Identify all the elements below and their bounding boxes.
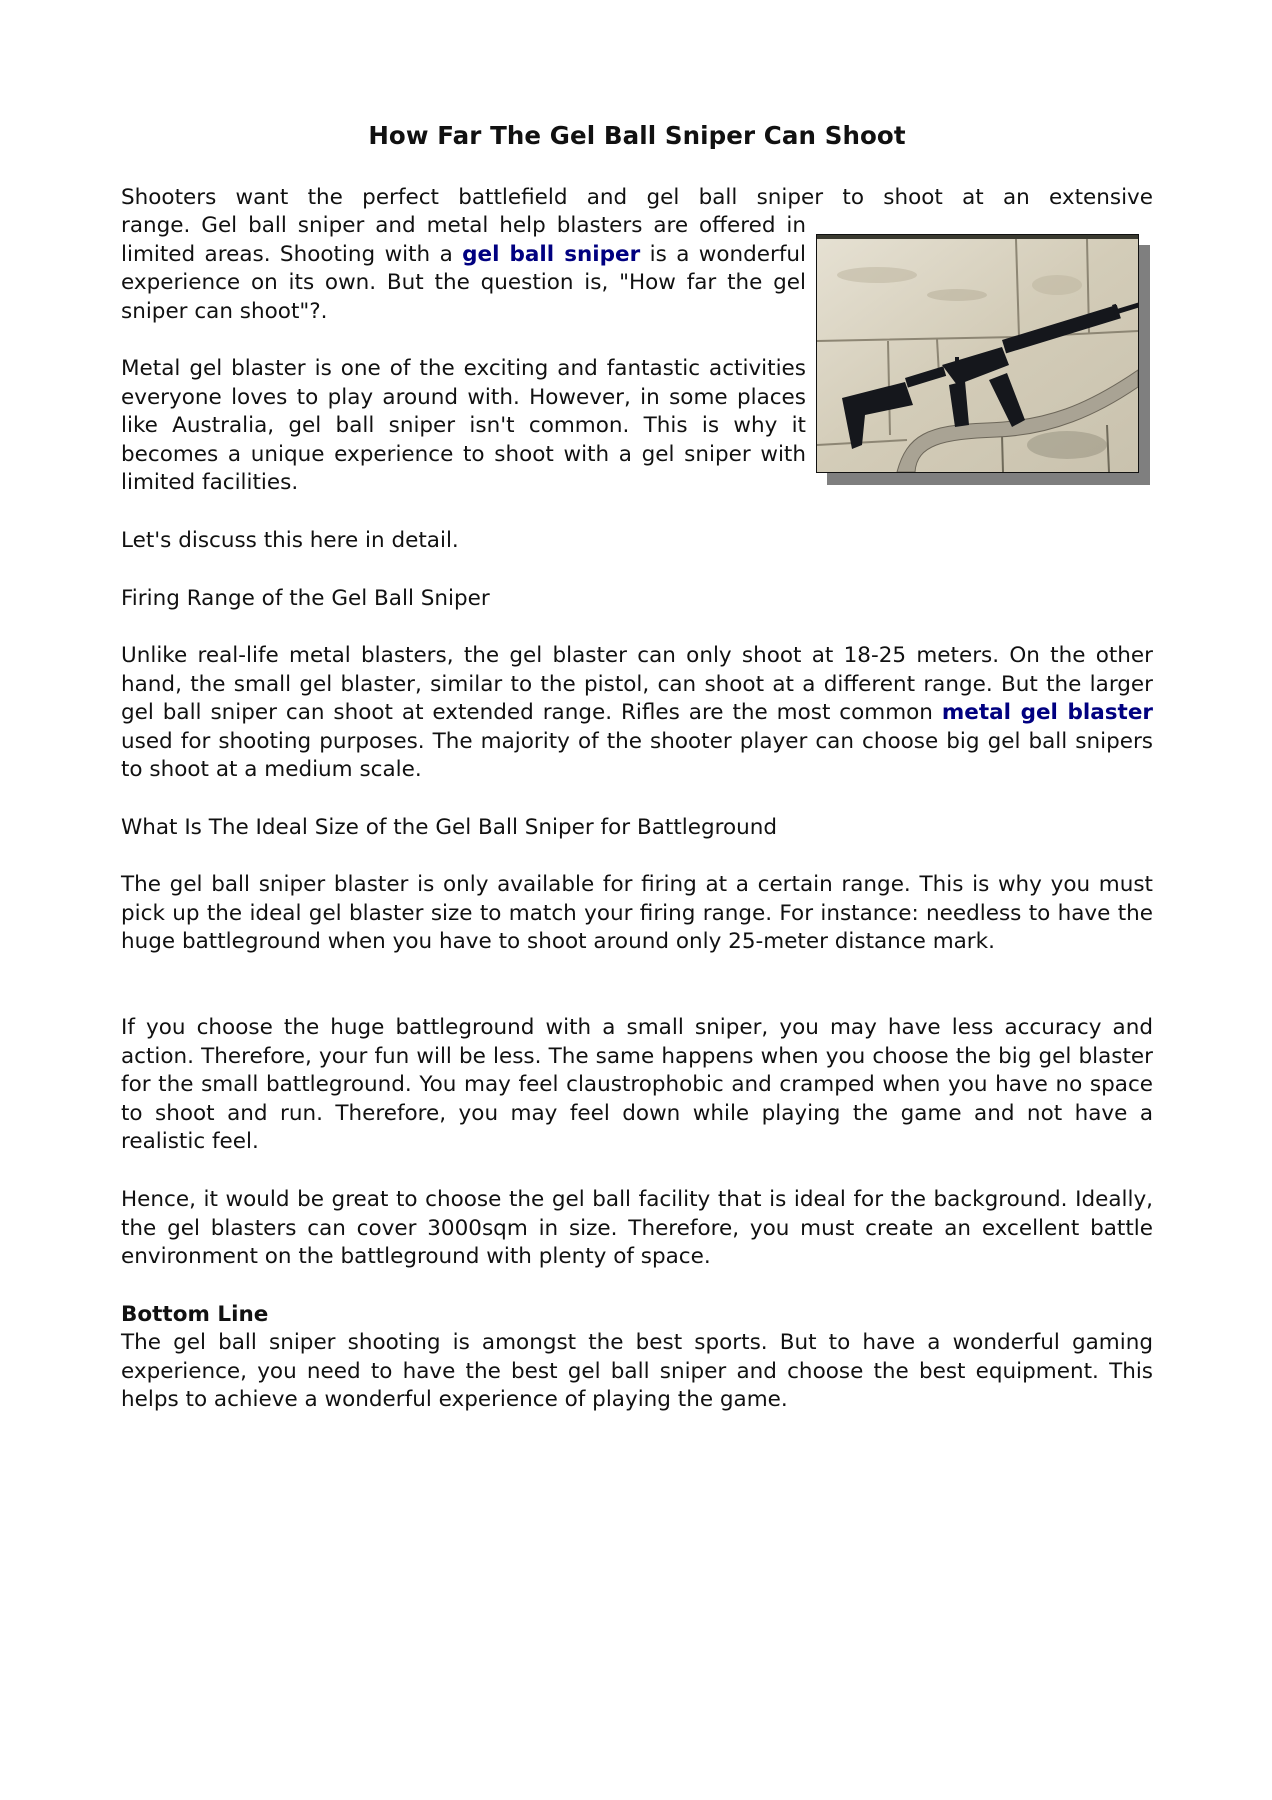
section-ideal-size-body-2: If you choose the huge battleground with a small sniper, you may have less accuracy and action. Therefore, your fun will be less. The same happens when you choose the big gel blaster for the small battleground. You may feel claustrophobic and cramped when you have no space to shoot and run. Therefore, you may feel down while playing the game and not have a realistic feel. xyxy=(121,1015,1153,1155)
intro-first-line: Shooters want the perfect battlefield and gel ball sniper to shoot at an extensive xyxy=(121,185,1153,210)
section-heading-firing-range: Firing Range of the Gel Ball Sniper xyxy=(121,586,490,611)
gel-ball-sniper-link[interactable]: gel ball sniper xyxy=(462,241,641,267)
paragraph-discuss: Let's discuss this here in detail. xyxy=(121,528,459,553)
bottom-line-heading: Bottom Line xyxy=(121,1302,269,1327)
paragraph-metal-gel-blaster: Metal gel blaster is one of the exciting and fantastic activities everyone loves to play around with. However, in some places like Australia, gel ball sniper isn't common. This is why it becomes a unique experience to shoot with a gel sniper with limited facilities. xyxy=(121,356,806,496)
gel-blaster-rifle-image xyxy=(816,234,1139,473)
firing-range-text-after-link: used for shooting purposes. The majority of the shooter player can choose big gel ball snipers to shoot at a medium scale. xyxy=(121,728,1153,783)
metal-gel-blaster-link[interactable]: metal gel blaster xyxy=(941,700,1153,726)
gel-blaster-rifle-figure xyxy=(816,234,1139,473)
firing-range-text-before-link: Unlike real-life metal blasters, the gel blaster can only shoot at 18-25 meters. On the other hand, the small gel blaster, similar to the pistol, can shoot at a different range. But the larger gel ball sniper can shoot at extended range. Rifles are the most common xyxy=(121,643,1153,726)
section-ideal-size-body-1: The gel ball sniper blaster is only available for firing at a certain range. This is why you must pick up the ideal gel blaster size to match your firing range. For instance: needless to have the huge battleground when you have to shoot around only 25-meter distance mark. xyxy=(121,872,1153,955)
bottom-line-body: The gel ball sniper shooting is amongst the best sports. But to have a wonderful gaming experience, you need to have the best gel ball sniper and choose the best equipment. This helps to achieve a wonderful experience of playing the game. xyxy=(121,1330,1153,1413)
section-ideal-size-body-3: Hence, it would be great to choose the gel ball facility that is ideal for the background. Ideally, the gel blasters can cover 3000sqm in size. Therefore, you must create an excellent battle environment on the battleground with plenty of space. xyxy=(121,1187,1153,1270)
intro-text-after-link: is a wonderful experience on its own. But the question is, "How far the gel sniper can shoot"?. xyxy=(121,241,807,324)
section-firing-range-body xyxy=(121,642,1153,785)
section-heading-ideal-size: What Is The Ideal Size of the Gel Ball Sniper for Battleground xyxy=(121,815,778,840)
intro-text-before-link: range. Gel ball sniper and metal help blasters are offered in limited areas. Shooting with a xyxy=(121,213,806,267)
intro-paragraph xyxy=(121,212,806,326)
document-title: How Far The Gel Ball Sniper Can Shoot xyxy=(368,121,906,150)
